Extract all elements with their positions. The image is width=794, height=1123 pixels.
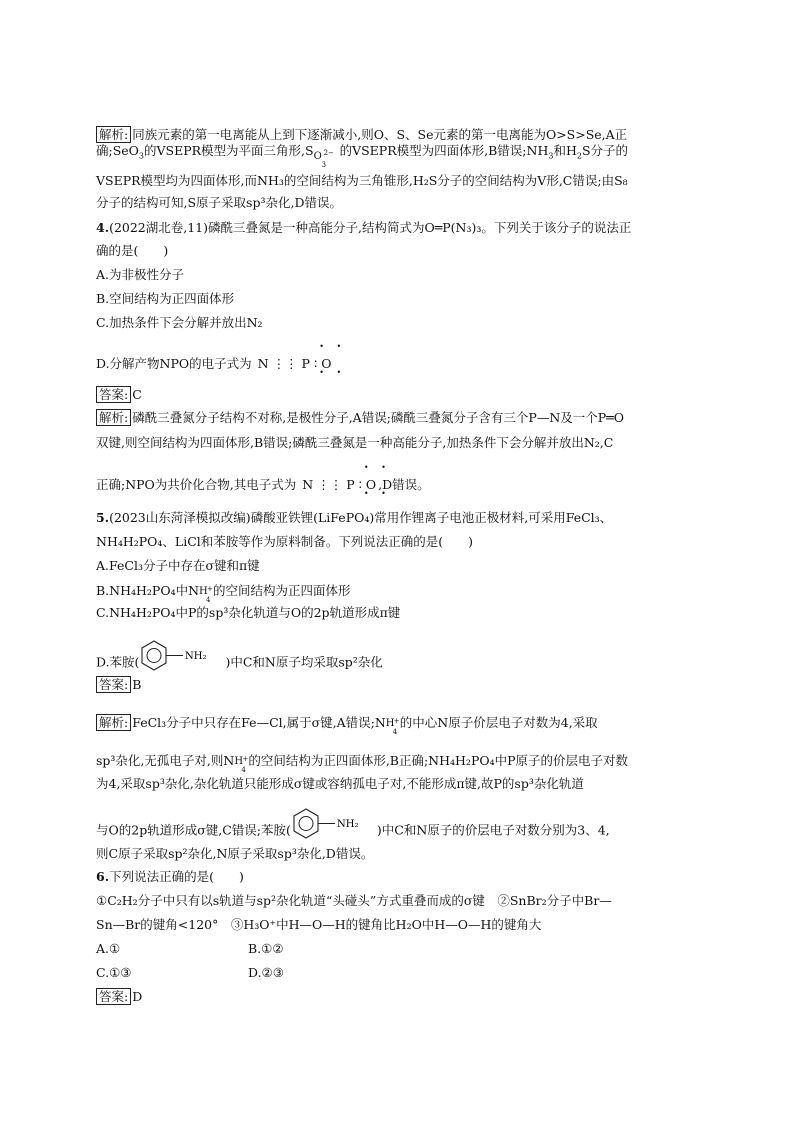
- q4-option-d: D.分解产物NPO的电子式为 N ⋮⋮ P ∶ • • O • •: [96, 342, 347, 377]
- analysis-tag: 解析:: [96, 126, 131, 143]
- q6-option-a: A.①: [96, 941, 121, 956]
- q6-stem: 6.下列说法正确的是( ): [96, 869, 244, 884]
- q5-solution-line4: 与O的2p轨道形成σ键,C错误;苯胺( NH₂ )中C和N原子的价层电子对数分别为3、4,: [96, 806, 706, 842]
- q6-option-b: B.①②: [248, 941, 284, 956]
- sol3-line1: 解析: 同族元素的第一电离能从上到下逐渐减小,则O、S、Se元素的第一电离能为O>S>Se,A正: [96, 126, 706, 144]
- q4-solution-line3: 正确;NPO为共价化合物,其电子式为 N ⋮⋮ P ∶ • • O • • ,D错误。: [96, 463, 430, 498]
- sol3-line4: 分子的结构可知,S原子采取sp³杂化,D错误。: [96, 195, 342, 210]
- q5-solution-line2: sp³杂化,无孤电子对,则N H 4 + 的空间结构为正四面体形,B正确;NH₄H₂PO₄中P原子的价层电子对数: [96, 753, 629, 774]
- q4-solution-line1: 解析: 磷酰三叠氮分子结构不对称,是极性分子,A错误;磷酰三叠氮分子含有三个P—N及一个P═O: [96, 409, 706, 427]
- q4-option-c: C.加热条件下会分解并放出N₂: [96, 315, 263, 330]
- sol3-line3: VSEPR模型均为四面体形,而NH₃的空间结构为三角锥形,H₂S分子的空间结构为V形,C错误;由S₈: [96, 173, 628, 188]
- q6-statement-line1: ①C₂H₂分子中只有以s轨道与sp²杂化轨道“头碰头”方式重叠而成的σ键 ②SnBr₂分子中Br—: [96, 893, 612, 908]
- q5-option-a: A.FeCl₃分子中存在σ键和π键: [96, 558, 260, 573]
- q5-answer: 答案: B: [96, 676, 706, 694]
- q5-option-b: B.NH₄H₂PO₄中N H 4 + 的空间结构为正四面体形: [96, 583, 351, 604]
- q5-solution-line1: 解析: FeCl₃分子中只存在Fe—Cl,属于σ键,A错误;N H 4 + 的中心N原子价层电子对数为4,采取: [96, 714, 706, 732]
- benzene-ring-drawing: [139, 638, 225, 674]
- q6-answer: 答案: D: [96, 988, 706, 1006]
- npo-lewis-structure: N ⋮⋮ P ∶ • • O • •: [257, 342, 347, 377]
- q6-options-row2: [96, 964, 706, 982]
- q5-option-d: D.苯胺( NH₂ )中C和N原子均采取sp²杂化: [96, 638, 706, 674]
- q6-option-c: C.①③: [96, 965, 132, 980]
- sol3-line2: 确;SeO$_3$的VSEPR模型为平面三角形,S O 2− 3 的VSEPR模型为四面体形,B错误$;NH_3$和$H_2S$分子的: [96, 143, 629, 169]
- q5-stem-line2: NH₄H₂PO₄、LiCl和苯胺等作为原料制备。下列说法正确的是( ): [96, 534, 474, 549]
- benzene-ring-drawing-2: [291, 806, 377, 842]
- q4-stem-line1: 4.(2022湖北卷,11)磷酰三叠氮是一种高能分子,结构简式为O═P(N₃)₃。下列关于该分子的说法正: [96, 220, 632, 235]
- q6-option-d: D.②③: [248, 965, 284, 980]
- amino-group-label-2: NH₂: [336, 819, 359, 830]
- npo-lewis-structure-2: N ⋮⋮ P ∶ • • O • •: [302, 463, 391, 498]
- q5-stem-line1: 5.(2023山东菏泽模拟改编)磷酸亚铁锂(LiFePO₄)常用作锂离子电池正极材料,可采用FeCl₃、: [96, 510, 613, 525]
- q4-stem-line2: 确的是( ): [96, 243, 169, 258]
- q5-solution-line3: 为4,采取sp³杂化,杂化轨道只能形成σ键或容纳孤电子对,不能形成π键,故P的sp³杂化轨道: [96, 776, 584, 791]
- q6-options-row1: [96, 940, 706, 958]
- amino-group-label: NH₂: [185, 651, 207, 662]
- q4-solution-line2: 双键,则空间结构为四面体形,B错误;磷酰三叠氮是一种高能分子,加热条件下会分解并放出N₂,C: [96, 435, 614, 450]
- q5-solution-line5: 则C原子采取sp²杂化,N原子采取sp³杂化,D错误。: [96, 846, 374, 861]
- q5-option-c: C.NH₄H₂PO₄中P的sp³杂化轨道与O的2p轨道形成π键: [96, 605, 401, 620]
- q6-statement-line2: Sn—Br的键角<120° ③H₃O⁺中H—O—H的键角比H₂O中H—O—H的键角大: [96, 917, 542, 932]
- q4-answer: 答案: C: [96, 386, 706, 404]
- q4-option-a: A.为非极性分子: [96, 267, 185, 282]
- q4-option-b: B.空间结构为正四面体形: [96, 291, 235, 306]
